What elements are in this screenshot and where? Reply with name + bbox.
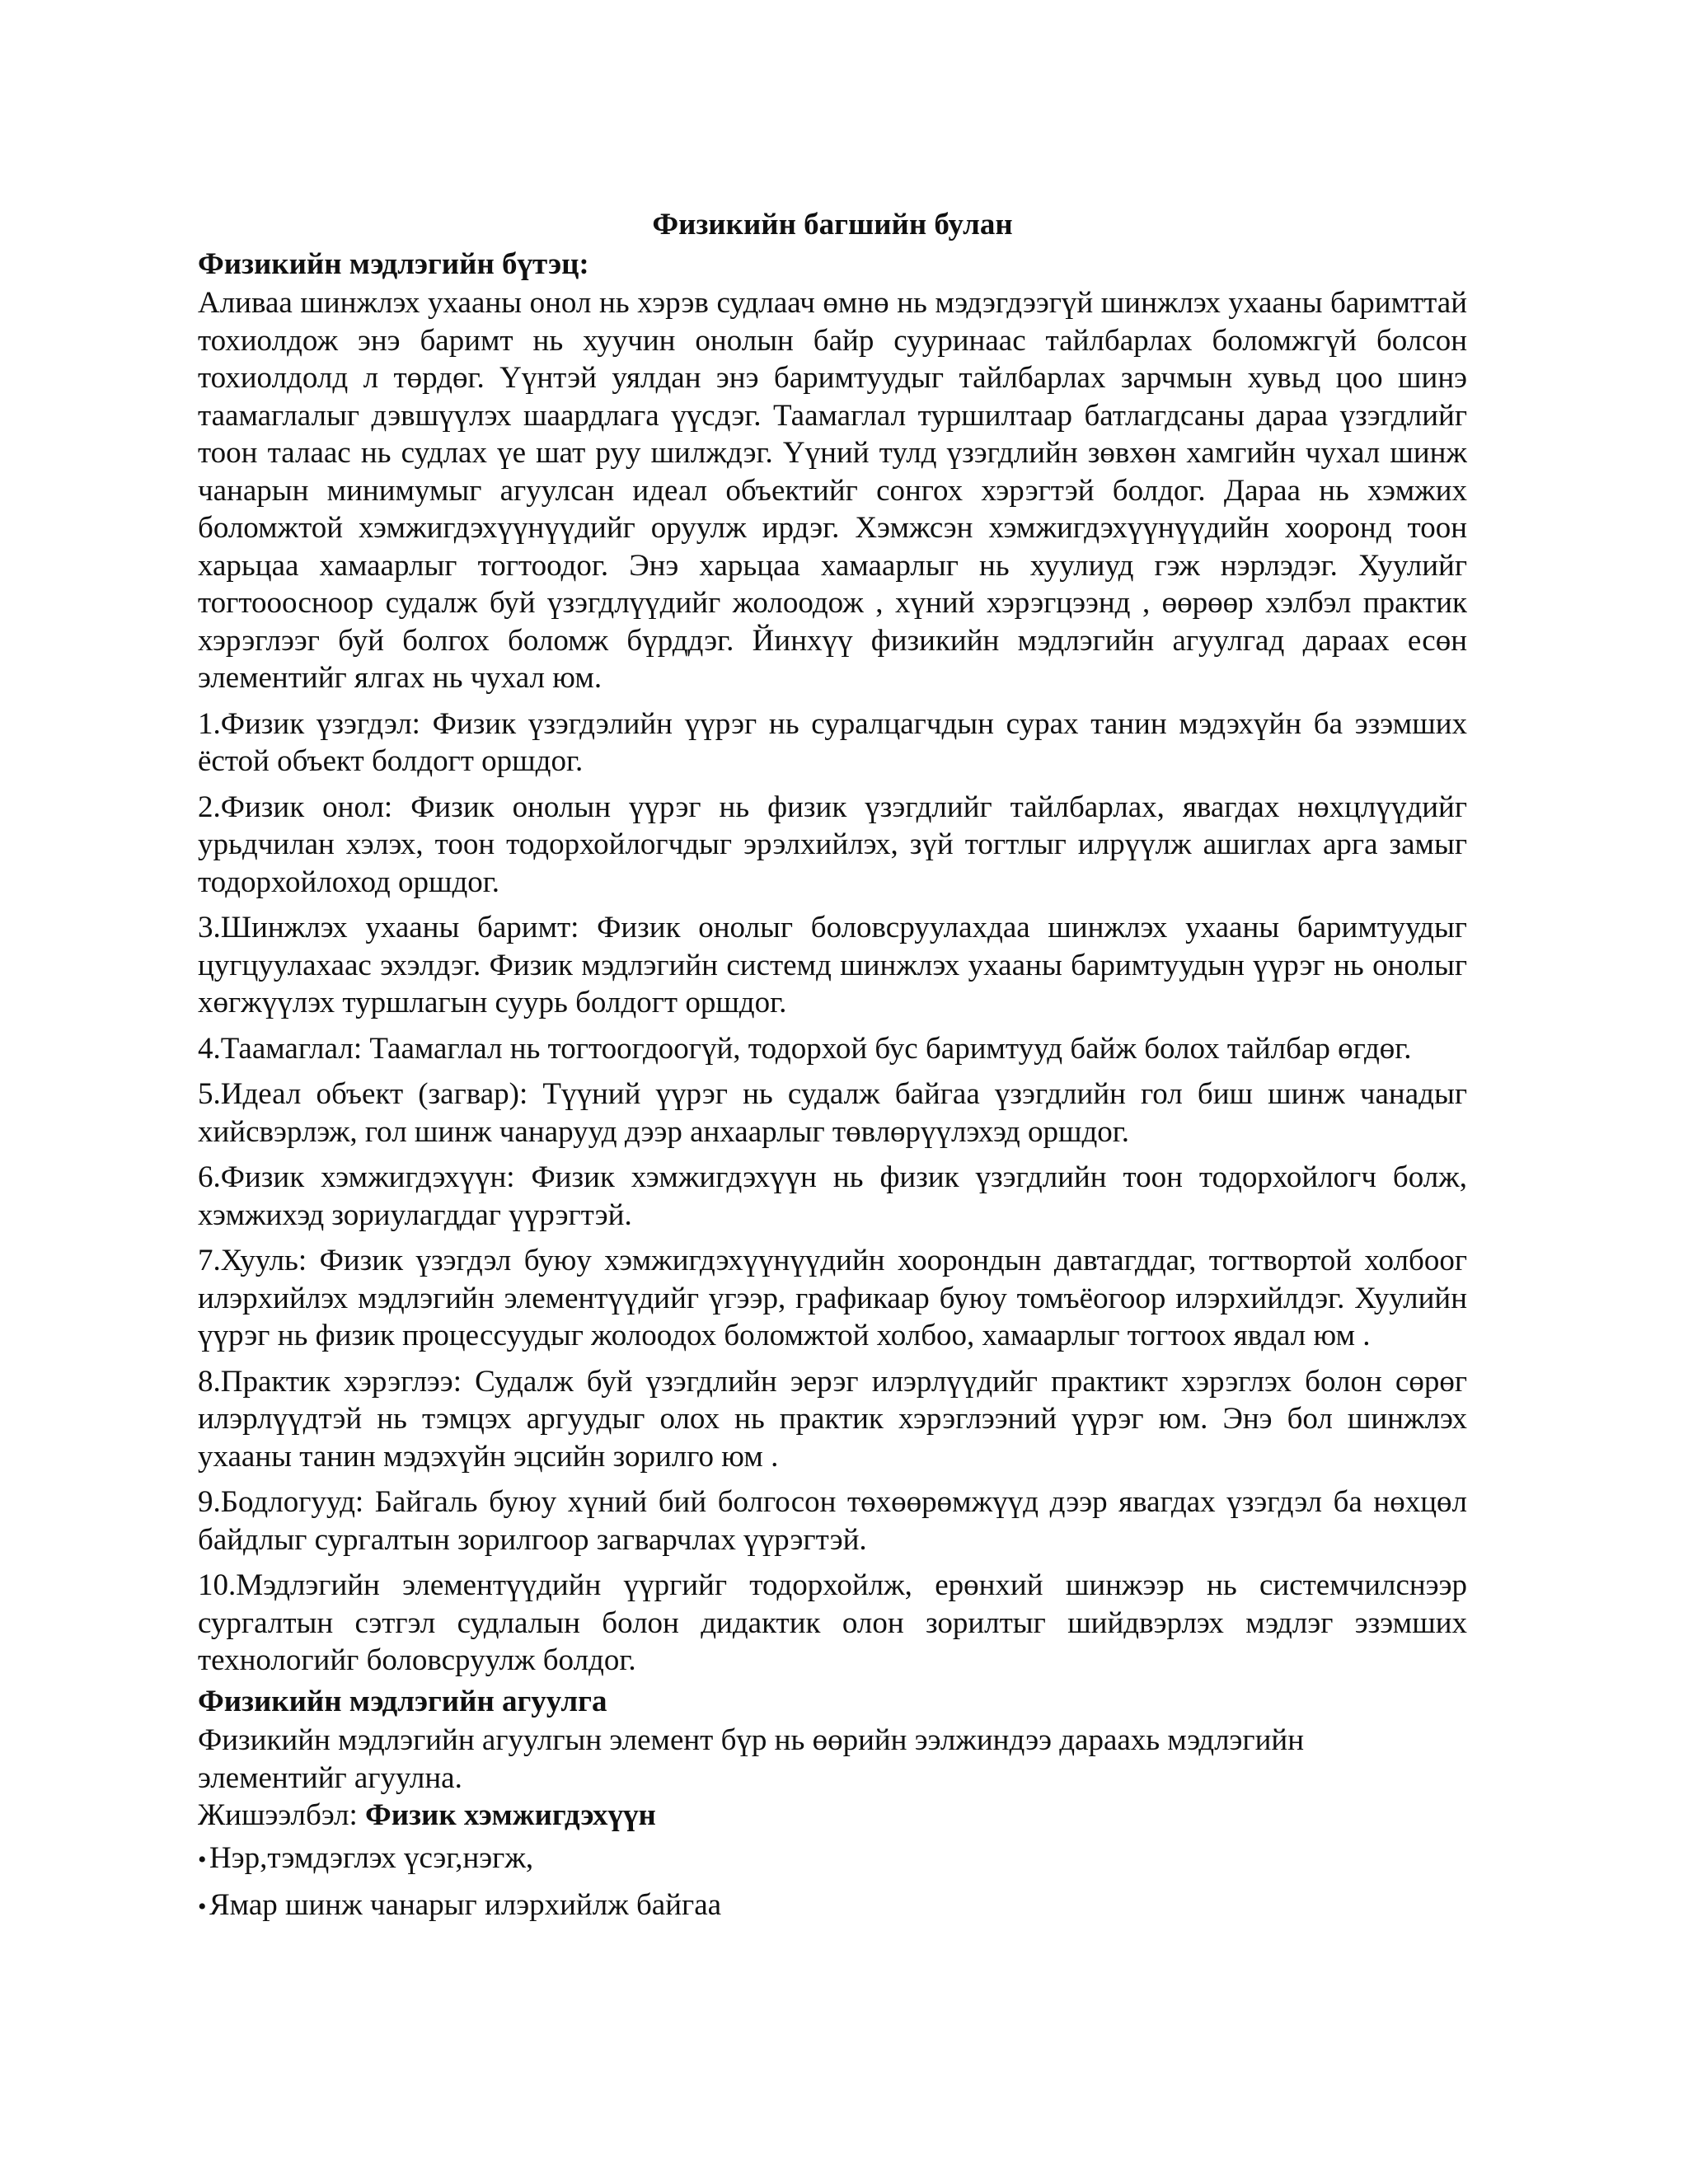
example-line	[198, 1797, 1467, 1835]
list-item: 10.Мэдлэгийн элементүүдийн үүргийг тодорхойлж, ерөнхий шинжээр нь системчилснээр сургалтын сэтгэл судлалын болон дидактик олон зорилтыг шийдвэрлэх мэдлэг эзэмших технологийг боловсруулж болдог.	[198, 1568, 1467, 1677]
intro-paragraph: Аливаа шинжлэх ухааны онол нь хэрэв судлаач өмнө нь мэдэгдээгүй шинжлэх ухааны баримттай тохиолдож энэ баримт нь хуучин онолын байр сууринаас тайлбарлах боломжгүй болсон тохиолдолд л төрдөг. Үүнтэй уялдан энэ баримтуудыг тайлбарлах зарчмын хувьд цоо шинэ таамаглалыг дэвшүүлэх шаардлага үүсдэг. Таамаглал туршилтаар батлагдсаны дараа үзэгдлийг тоон талаас нь судлах үе шат руу шилждэг. Үүний тулд үзэгдлийн зөвхөн хамгийн чухал шинж чанарын минимумыг агуулсан идеал объектийг сонгох хэрэгтэй болдог. Дараа нь хэмжих боломжтой хэмжигдэхүүнүүдийг оруулж ирдэг. Хэмжсэн хэмжигдэхүүнүүдийн хооронд тоон харьцаа хамаарлыг тогтоодог. Энэ харьцаа хамаарлыг нь хуулиуд гэж нэрлэдэг. Хуулийг тогтооосноор судалж буй үзэгдлүүдийг жолоодож , хүний хэрэгцээнд , өөрөөр хэлбэл практик хэрэглээг буй болгох боломж бүрддэг. Йинхүү физикийн мэдлэгийн агуулгад дараах есөн элементийг ялгах нь чухал юм.	[198, 286, 1467, 695]
section-heading-structure: Физикийн мэдлэгийн бүтэц:	[198, 246, 589, 281]
bullet-icon: •	[198, 1893, 207, 1920]
document-page	[198, 206, 1467, 1934]
list-item: 5.Идеал объект (загвар): Түүний үүрэг нь судалж байгаа үзэгдлийн гол биш шинж чанадыг хийсвэрлэж, гол шинж чанарууд дээр анхаарлыг төвлөрүүлэхэд оршдог.	[198, 1077, 1467, 1149]
bullet-text: Нэр,тэмдэглэх үсэг,нэгж,	[209, 1840, 534, 1875]
example-label: Жишээлбэл:	[198, 1798, 366, 1832]
content-line: Физикийн мэдлэгийн агуулгын элемент бүр нь өөрийн ээлжиндээ дараахь мэдлэгийн	[198, 1723, 1305, 1757]
bullet-item	[198, 1840, 1467, 1879]
bullet-icon: •	[198, 1845, 207, 1873]
content-line: элементийг агуулна.	[198, 1760, 462, 1795]
example-term: Физик хэмжигдэхүүн	[365, 1798, 656, 1832]
bullet-text: Ямар шинж чанарыг илэрхийлж байгаа	[209, 1888, 722, 1922]
list-item: 7.Хууль: Физик үзэгдэл буюу хэмжигдэхүүнүүдийн хоорондын давтагддаг, тогтвортой холбоог илэрхийлэх мэдлэгийн элементүүдийг үгээр, графикаар буюу томъёогоор илэрхийлдэг. Хуулийн үүрэг нь физик процессуудыг жолоодох боломжтой холбоо, хамаарлыг тогтоох явдал юм .	[198, 1244, 1467, 1352]
list-item: 3.Шинжлэх ухааны баримт: Физик онолыг боловсруулахдаа шинжлэх ухааны баримтуудыг цугцуулахаас эхэлдэг. Физик мэдлэгийн системд шинжлэх ухааны баримтуудын үүрэг нь онолыг хөгжүүлэх туршлагын суурь болдогт оршдог.	[198, 911, 1467, 1019]
list-item: 8.Практик хэрэглээ: Судалж буй үзэгдлийн эерэг илэрлүүдийг практикт хэрэглэх болон сөрөг илэрлүүдтэй нь тэмцэх аргуудыг олох нь практик хэрэглээний үүрэг юм. Энэ бол шинжлэх ухааны танин мэдэхүйн эцсийн зорилго юм .	[198, 1364, 1467, 1474]
list-item: 1.Физик үзэгдэл: Физик үзэгдэлийн үүрэг нь суралцагчдын сурах танин мэдэхүйн ба эзэмших ёстой объект болдогт оршдог.	[198, 706, 1467, 778]
bullet-item	[198, 1886, 1467, 1926]
list-item: 6.Физик хэмжигдэхүүн: Физик хэмжигдэхүүн нь физик үзэгдлийн тоон тодорхойлогч болж, хэмжихэд зориулагддаг үүрэгтэй.	[198, 1160, 1467, 1232]
list-item: 9.Бодлогууд: Байгаль буюу хүний бий болгосон төхөөрөмжүүд дээр явагдах үзэгдэл ба нөхцөл байдлыг сургалтын зорилгоор загварчлах үүрэгтэй.	[198, 1485, 1467, 1557]
document-title: Физикийн багшийн булан	[652, 208, 1013, 241]
list-item: 4.Таамаглал: Таамаглал нь тогтоогдоогүй, тодорхой бус баримтууд байж болох тайлбар өгдөг.	[198, 1031, 1412, 1066]
list-item: 2.Физик онол: Физик онолын үүрэг нь физик үзэгдлийг тайлбарлах, явагдах нөхцлүүдийг урьдчилан хэлэх, тоон тодорхойлогчдыг эрэлхийлэх, зүй тогтлыг илрүүлж ашиглах арга замыг тодорхойлоход оршдог.	[198, 790, 1467, 899]
section-heading-content: Физикийн мэдлэгийн агуулга	[198, 1684, 607, 1718]
